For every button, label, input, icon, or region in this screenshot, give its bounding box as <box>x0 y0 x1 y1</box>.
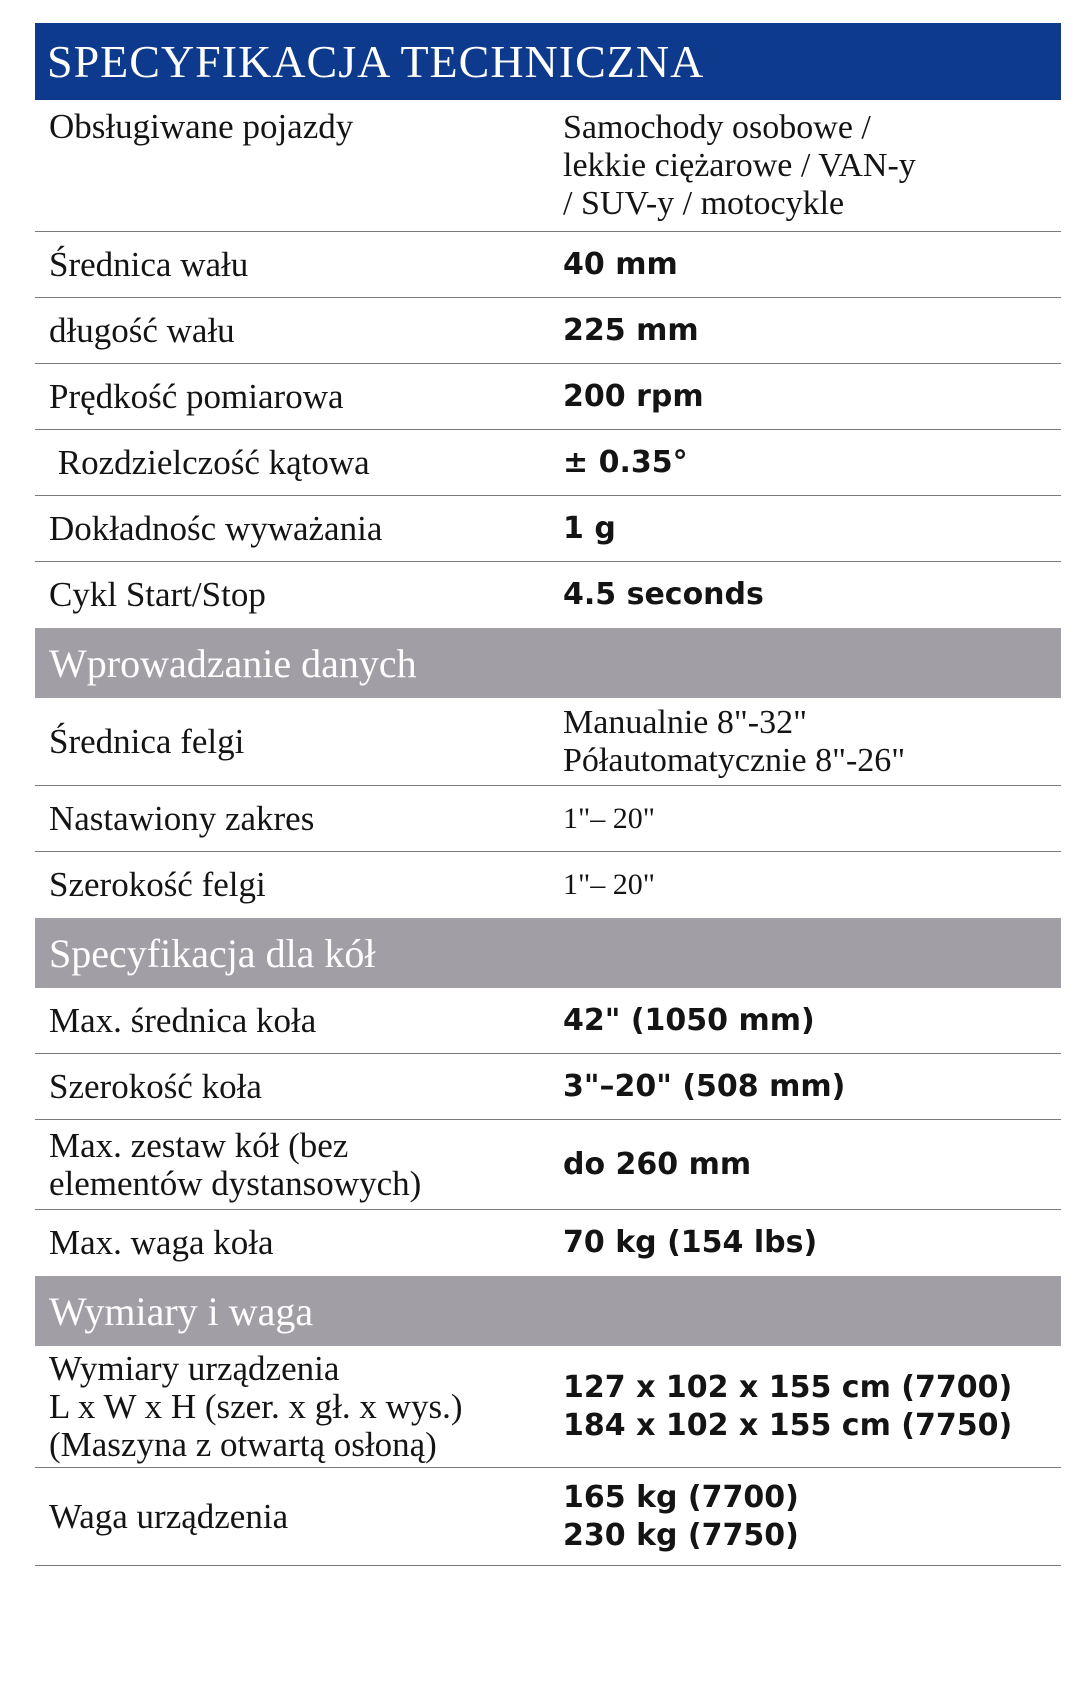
spec-label <box>35 1054 563 1119</box>
spec-value <box>563 1210 1061 1276</box>
spec-value-line: 230 kg (7750) <box>563 1517 799 1553</box>
section-header-wheel-spec <box>35 918 1061 988</box>
spec-row-max-wheel-set <box>35 1120 1061 1210</box>
spec-label-line: Rozdzielczość kątowa <box>49 442 370 482</box>
spec-value-line: do 260 mm <box>563 1146 752 1182</box>
section-header-text: Wymiary i waga <box>49 1288 314 1334</box>
spec-label <box>35 786 563 851</box>
spec-label <box>35 364 563 429</box>
spec-label <box>35 1120 563 1209</box>
spec-label-line: elementów dystansowych) <box>49 1163 422 1203</box>
spec-label <box>35 496 563 561</box>
spec-label-line: Waga urządzenia <box>49 1496 289 1536</box>
spec-value <box>563 100 1061 231</box>
spec-value <box>563 852 1061 918</box>
spec-row-rim-diameter <box>35 698 1061 786</box>
spec-value-line: 1 g <box>563 510 616 546</box>
spec-value <box>563 1054 1061 1119</box>
spec-label-line: Wymiary urządzenia <box>49 1348 340 1388</box>
spec-value-line: 4.5 seconds <box>563 577 764 612</box>
spec-value-line: 225 mm <box>563 312 699 348</box>
spec-value-line: 184 x 102 x 155 cm (7750) <box>563 1407 1013 1443</box>
spec-value <box>563 430 1061 495</box>
spec-value-line: / SUV-y / motocykle <box>563 184 845 222</box>
spec-row-set-range <box>35 786 1061 852</box>
spec-value <box>563 232 1061 297</box>
section-header-dimensions <box>35 1276 1061 1346</box>
spec-value <box>563 786 1061 851</box>
spec-label <box>35 100 563 231</box>
spec-label-line: Max. waga koła <box>49 1223 274 1262</box>
section-header-data-input <box>35 628 1061 698</box>
spec-value <box>563 364 1061 429</box>
spec-label-line: Prędkość pomiarowa <box>49 376 344 416</box>
spec-row-shaft-diameter <box>35 232 1061 298</box>
spec-label <box>35 988 563 1053</box>
spec-label-line: Średnica wału <box>49 244 249 284</box>
spec-value <box>563 496 1061 561</box>
spec-row-shaft-length <box>35 298 1061 364</box>
spec-value-line: 42" (1050 mm) <box>563 1002 815 1038</box>
spec-label-line: długość wału <box>49 310 235 350</box>
spec-label <box>35 562 563 628</box>
spec-row-angular-resolution <box>35 430 1061 496</box>
spec-sheet <box>35 23 1061 1566</box>
spec-label-line: Max. zestaw kół (bez <box>49 1125 349 1165</box>
spec-value <box>563 1120 1061 1209</box>
spec-label <box>35 232 563 297</box>
spec-value-line: Półautomatycznie 8"-26" <box>563 741 906 779</box>
spec-value-line: Manualnie 8"-32" <box>563 703 807 741</box>
spec-row-max-wheel-weight <box>35 1210 1061 1276</box>
spec-row-cycle <box>35 562 1061 628</box>
spec-label-line: Dokładnośc wyważania <box>49 508 383 548</box>
spec-title-text: SPECYFIKACJA TECHNICZNA <box>47 36 705 87</box>
spec-row-max-wheel-diameter <box>35 988 1061 1054</box>
spec-value-line: lekkie ciężarowe / VAN-y <box>563 146 916 184</box>
spec-label-line: (Maszyna z otwartą osłoną) <box>49 1424 437 1464</box>
spec-label-line: Szerokość koła <box>49 1066 262 1106</box>
spec-label <box>35 852 563 918</box>
spec-label-line: L x W x H (szer. x gł. x wys.) <box>49 1386 463 1426</box>
spec-row-vehicles <box>35 100 1061 232</box>
spec-label-line: Obsługiwane pojazdy <box>49 107 354 146</box>
spec-label-line: Średnica felgi <box>49 721 245 761</box>
spec-value <box>563 1346 1061 1467</box>
spec-row-balancing-accuracy <box>35 496 1061 562</box>
spec-row-measuring-speed <box>35 364 1061 430</box>
spec-value-line: 1"– 20" <box>563 801 655 835</box>
spec-title <box>35 23 1061 100</box>
spec-value-line: 200 rpm <box>563 378 704 414</box>
spec-label <box>35 1210 563 1276</box>
spec-label <box>35 298 563 363</box>
spec-value-line: 165 kg (7700) <box>563 1479 799 1515</box>
spec-value-line: 40 mm <box>563 246 678 282</box>
spec-value <box>563 698 1061 785</box>
spec-label <box>35 1468 563 1565</box>
spec-label-line: Nastawiony zakres <box>49 798 315 838</box>
spec-value <box>563 1468 1061 1565</box>
spec-label <box>35 698 563 785</box>
section-header-text: Wprowadzanie danych <box>49 640 417 686</box>
spec-row-machine-weight <box>35 1468 1061 1566</box>
spec-label <box>35 1346 563 1467</box>
spec-value-line: 1"– 20" <box>563 868 655 901</box>
spec-value-line: 70 kg (154 lbs) <box>563 1225 818 1260</box>
spec-label <box>35 430 563 495</box>
spec-value <box>563 298 1061 363</box>
spec-value-line: ± 0.35° <box>563 444 688 480</box>
spec-label-line: Max. średnica koła <box>49 1000 317 1040</box>
spec-value-line: 127 x 102 x 155 cm (7700) <box>563 1369 1013 1405</box>
spec-row-machine-dimensions <box>35 1346 1061 1468</box>
section-header-text: Specyfikacja dla kół <box>49 930 376 976</box>
spec-label-line: Szerokość felgi <box>49 865 266 904</box>
spec-value-line: 3"–20" (508 mm) <box>563 1068 846 1104</box>
spec-row-wheel-width <box>35 1054 1061 1120</box>
spec-label-line: Cykl Start/Stop <box>49 575 266 614</box>
spec-row-rim-width <box>35 852 1061 918</box>
spec-value-line: Samochody osobowe / <box>563 108 871 146</box>
spec-value <box>563 988 1061 1053</box>
spec-value <box>563 562 1061 628</box>
